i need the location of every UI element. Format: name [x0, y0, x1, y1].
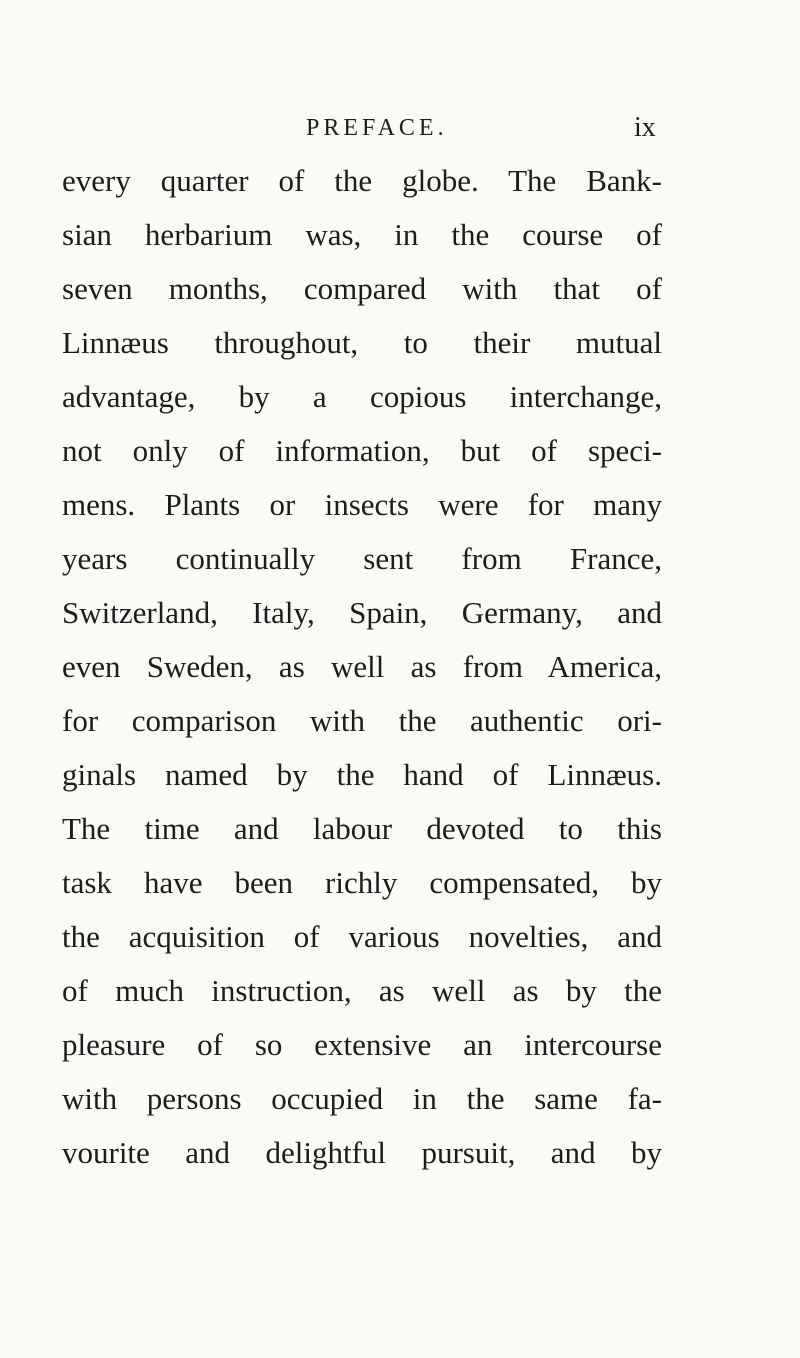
running-head [0, 108, 800, 148]
text-line: mens. Plants or insects were for many [62, 487, 662, 522]
text-line: sian herbarium was, in the course of [62, 217, 662, 252]
text-line: task have been richly compensated, by [62, 865, 662, 900]
text-line: for comparison with the authentic ori- [62, 703, 662, 738]
text-line: with persons occupied in the same fa- [62, 1081, 662, 1116]
page-number: ix [634, 112, 656, 143]
text-line: advantage, by a copious interchange, [62, 379, 662, 414]
text-line: The time and labour devoted to this [62, 811, 662, 846]
running-head-title: PREFACE. [306, 115, 448, 141]
text-line: Switzerland, Italy, Spain, Germany, and [62, 595, 662, 630]
text-line: Linnæus throughout, to their mutual [62, 325, 662, 360]
text-line: ginals named by the hand of Linnæus. [62, 757, 662, 792]
text-line: even Sweden, as well as from America, [62, 649, 662, 684]
text-line: of much instruction, as well as by the [62, 973, 662, 1008]
text-line: vourite and delightful pursuit, and by [62, 1135, 662, 1170]
text-line: pleasure of so extensive an intercourse [62, 1027, 662, 1062]
text-line: every quarter of the globe. The Bank- [62, 163, 662, 198]
text-line: the acquisition of various novelties, and [62, 919, 662, 954]
body-text [62, 154, 662, 1180]
text-line: years continually sent from France, [62, 541, 662, 576]
text-line: seven months, compared with that of [62, 271, 662, 306]
text-line: not only of information, but of speci- [62, 433, 662, 468]
